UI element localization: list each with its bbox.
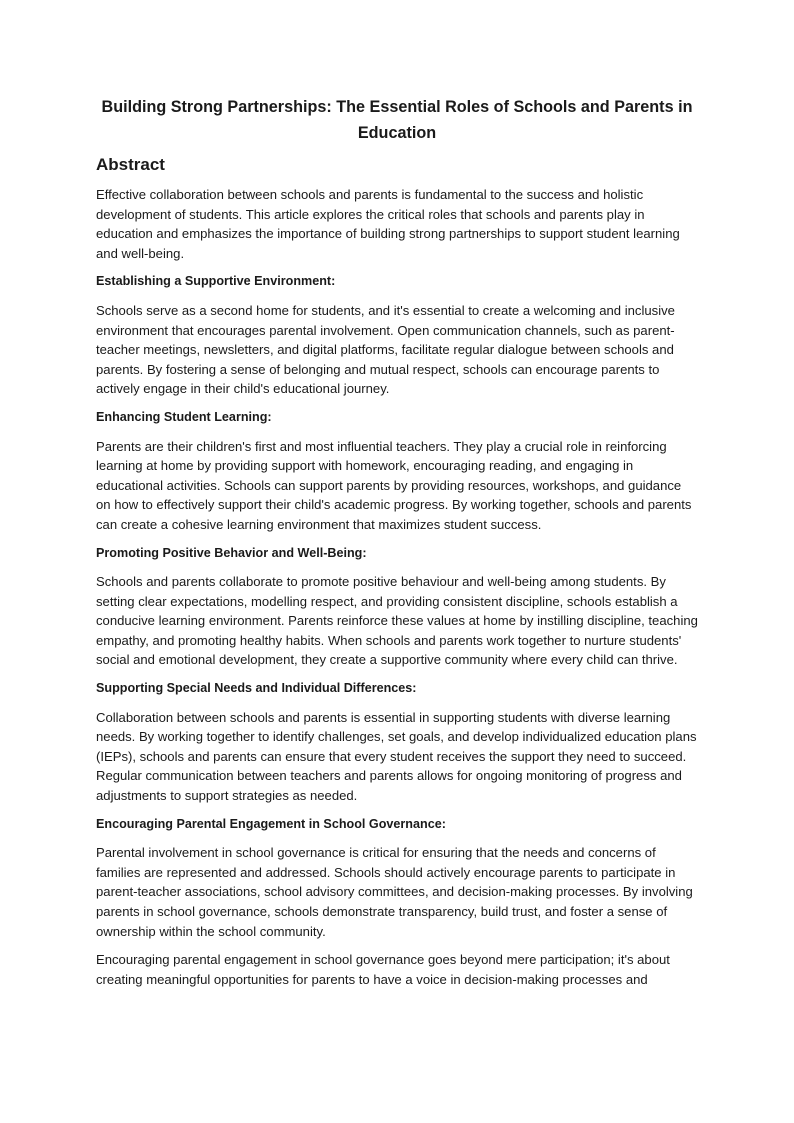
abstract-heading: Abstract — [96, 155, 165, 174]
section-paragraph: Schools and parents collaborate to promote positive behaviour and well-being among students. By setting clear expectations, modelling respect, and providing consistent discipline, schools establish a conducive learning environment. Parents reinforce these values at home by instilling discipline, teaching empathy, and promoting healthy habits. When schools and parents work together to nurture students' social and emotional development, they create a supportive community where every child can thrive. — [96, 574, 698, 668]
document-page — [96, 94, 698, 998]
section-heading: Supporting Special Needs and Individual Differences: — [96, 681, 417, 696]
section-heading: Promoting Positive Behavior and Well-Being: — [96, 545, 367, 560]
section-paragraph: Schools serve as a second home for students, and it's essential to create a welcoming and inclusive environment that encourages parental involvement. Open communication channels, such as parent-teacher meetings, newsletters, and digital platforms, facilitate regular dialogue between schools and parents. By fostering a sense of belonging and mutual respect, schools can encourage parents to actively engage in their child's educational journey. — [96, 302, 675, 397]
section-heading: Enhancing Student Learning: — [96, 409, 272, 424]
section-supportive-environment — [96, 272, 698, 399]
section-paragraph: Parents are their children's first and most influential teachers. They play a crucial role in reinforcing learning at home by providing support with homework, encouraging reading, and engaging in educational activities. Schools can support parents by providing resources, workshops, and guidance on how to effectively support their child's academic progress. By working together, schools and parents can create a cohesive learning environment that maximizes student success. — [96, 438, 692, 532]
section-heading: Encouraging Parental Engagement in School Governance: — [96, 816, 446, 831]
section-special-needs — [96, 679, 698, 806]
section-paragraph: Encouraging parental engagement in school governance goes beyond mere participation; it's about creating meaningful opportunities for parents to have a voice in decision-making processes and — [96, 952, 670, 987]
section-positive-behavior — [96, 544, 698, 671]
section-school-governance — [96, 815, 698, 990]
document-title: Building Strong Partnerships: The Essential Roles of Schools and Parents in Education — [101, 98, 693, 142]
abstract-paragraph: Effective collaboration between schools and parents is fundamental to the success and holistic development of students. This article explores the critical roles that schools and parents play in education and emphasizes the importance of building strong partnerships to support student learning and well-being. — [96, 187, 680, 261]
section-paragraph: Collaboration between schools and parents is essential in supporting students with diverse learning needs. By working together to identify challenges, set goals, and develop individualized education plans (IEPs), schools and parents can ensure that every student receives the support they need to succeed. Regular communication between teachers and parents allows for ongoing monitoring of progress and adjustments to support strategies as needed. — [96, 709, 697, 804]
section-heading: Establishing a Supportive Environment: — [96, 274, 336, 289]
section-paragraph: Parental involvement in school governance is critical for ensuring that the needs and concerns of families are represented and addressed. Schools should actively encourage parents to participate in parent-teacher associations, school advisory committees, and decision-making processes. By involving parents in school governance, schools demonstrate transparency, build trust, and foster a sense of ownership within the school community. — [96, 845, 693, 939]
section-student-learning — [96, 408, 698, 535]
